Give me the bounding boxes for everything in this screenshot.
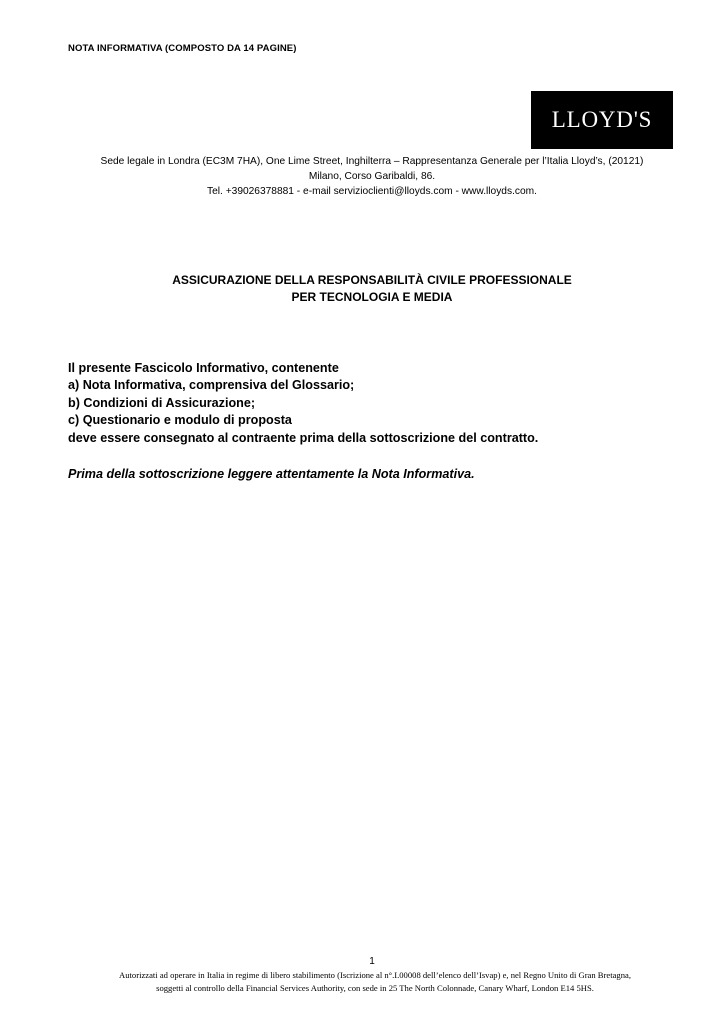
footer-line-1: Autorizzati ad operare in Italia in regime di libero stabilimento (Iscrizione al n°.I.00008 dell’elenco dell’Isvap) e, nel Regno Unito di Gran Bretagna, (119, 970, 631, 980)
contents-intro: Il presente Fascicolo Informativo, contenente (68, 361, 339, 375)
contents-item-c: c) Questionario e modulo di proposta (68, 413, 292, 428)
footer-legal (30, 969, 720, 995)
logo-text: LLOYD'S (551, 107, 653, 132)
contents-item-a: a) Nota Informativa, comprensiva del Glossario; (68, 378, 355, 393)
lloyds-logo (531, 91, 673, 149)
address-line-3: Tel. +39026378881 - e-mail servizioclienti@lloyds.com - www.lloyds.com. (207, 186, 537, 197)
title-line-2: PER TECNOLOGIA E MEDIA (291, 290, 453, 304)
company-address (40, 154, 704, 199)
document-title (40, 272, 704, 306)
footer-line-2: soggetti al controllo della Financial Services Authority, con sede in 25 The North Colonnade, Canary Wharf, London E14 5HS. (156, 983, 594, 993)
reading-warning: Prima della sottoscrizione leggere attentamente la Nota Informativa. (68, 467, 475, 481)
page-number: 1 (369, 956, 375, 967)
contents-block (68, 360, 538, 447)
address-line-1: Sede legale in Londra (EC3M 7HA), One Lime Street, Inghilterra – Rappresentanza Generale per l’Italia Lloyd’s, (20121) (100, 156, 644, 167)
contents-item-b: b) Condizioni di Assicurazione; (68, 395, 256, 410)
contents-closing: deve essere consegnato al contraente prima della sottoscrizione del contratto. (68, 430, 539, 445)
header-note: NOTA INFORMATIVA (COMPOSTO DA 14 PAGINE) (68, 43, 297, 54)
address-line-2: Milano, Corso Garibaldi, 86. (308, 171, 436, 182)
title-line-1: ASSICURAZIONE DELLA RESPONSABILITÀ CIVILE PROFESSIONALE (172, 273, 572, 287)
